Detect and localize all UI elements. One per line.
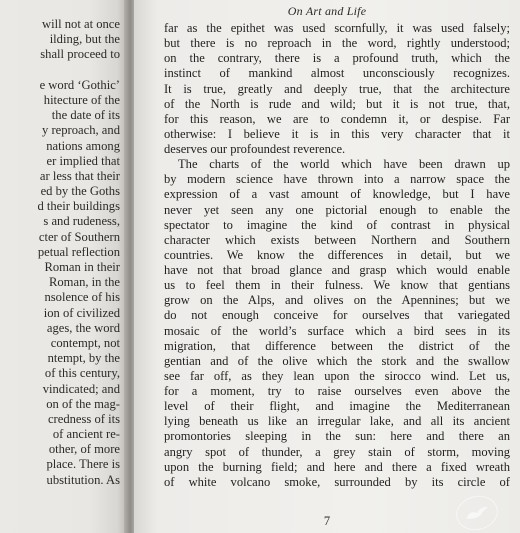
text-line: of this century, <box>44 366 120 381</box>
text-line: otherwise: I believe it is in this very character that it <box>164 126 510 141</box>
text-line: lying beneath us like an irregular lake, and all its ancient <box>164 414 510 429</box>
text-line: angry spot of thunder, a grey stain of storm, moving <box>164 444 510 459</box>
text-line: by modern science have thrown into a narrow space the <box>164 172 510 187</box>
text-line: upon the burning field; and here and there a fixed wreath <box>164 459 510 474</box>
text-line: have not that broad glance and grasp which would enable <box>164 263 510 277</box>
text-line: ages, the word <box>46 320 120 335</box>
right-page-text <box>164 21 510 490</box>
text-line: It is true, greatly and deeply true, that the architecture <box>164 81 510 96</box>
text-line: gentian and of the olive which the stork and the swallow <box>164 353 510 368</box>
text-line: the date of its <box>51 108 120 123</box>
text-line: contempt, not <box>50 335 120 350</box>
text-line: but there is no reproach in the word, rightly understood; <box>164 36 510 51</box>
text-line: far as the epithet was used scornfully, it was used falsely; <box>164 21 510 35</box>
text-line: petual reflection <box>37 244 120 259</box>
text-line <box>0 63 120 78</box>
text-line: nations among <box>46 138 120 153</box>
paragraph-2 <box>164 157 510 490</box>
text-line: other, of more <box>48 442 120 457</box>
text-line: ilding, but the <box>49 32 120 47</box>
text-line: place. There is <box>46 457 120 472</box>
text-line: character which exists between Northern and Southern <box>164 232 510 247</box>
right-page <box>134 0 520 533</box>
text-line: expression of a vast amount of knowledge, but I have <box>164 187 510 202</box>
text-line: vindicated; and <box>42 381 120 396</box>
paragraph-1 <box>164 21 510 157</box>
text-line: see far off, as they lean upon the sirocco wind. Let us, <box>164 368 510 383</box>
running-header: On Art and Life <box>287 4 367 18</box>
text-line: will not at once <box>42 17 120 31</box>
text-line: er implied that <box>46 153 120 168</box>
text-line: never yet seen any one pictorial enough to enable the <box>164 202 510 217</box>
text-line: of the North is rude and wild; but it is not true, that, <box>164 96 510 111</box>
text-line: credness of its <box>47 411 120 426</box>
text-line: migration, that difference between the district of the <box>164 338 510 353</box>
text-line: spectator to imagine the kind of contrast in physical <box>164 217 510 232</box>
text-line: d their buildings <box>37 199 120 214</box>
text-line: grow on the Alps, and olives on the Apennines; but we <box>164 293 510 308</box>
left-page <box>0 0 128 533</box>
text-line: ed by the Goths <box>40 184 120 199</box>
text-line: hitecture of the <box>43 92 120 107</box>
text-line: ar less that their <box>39 168 120 183</box>
text-line: e word ‘Gothic’ <box>39 77 120 92</box>
text-line: on of the mag- <box>46 396 120 411</box>
text-line: ion of civilized <box>43 305 120 320</box>
text-line: Roman, in the <box>48 275 120 290</box>
page-number: 7 <box>323 514 331 528</box>
text-line: nsolence of his <box>44 290 120 305</box>
text-line: Roman in their <box>44 260 120 274</box>
text-line: of white volcano smoke, surrounded by its circle of <box>164 474 510 489</box>
left-page-text <box>0 17 120 488</box>
text-line: countries. We know the differences in detail, but we <box>164 247 510 262</box>
text-line: mosaic of the world’s surface which a bird sees in its <box>164 323 510 338</box>
text-line: The charts of the world which have been drawn up <box>178 157 510 172</box>
text-line: promontories sleeping in the sun: here and there an <box>164 429 510 444</box>
text-line: ubstitution. As <box>46 472 120 487</box>
text-line: on the contrary, there is a profound truth, which the <box>164 51 510 66</box>
text-line: ntempt, by the <box>47 351 120 366</box>
bird-icon <box>460 501 493 526</box>
text-line: do not enough conceive for ourselves that variegated <box>164 308 510 323</box>
text-line: y reproach, and <box>42 123 120 138</box>
text-line: s and rudeness, <box>43 214 120 229</box>
text-line: cter of Southern <box>38 229 120 244</box>
text-line: us to feel them in their fulness. We know that gentians <box>164 278 510 293</box>
text-line: deserves our profoundest reverence. <box>164 142 346 156</box>
text-line: for this reason, we are to condemn it, or despise. Far <box>164 111 510 126</box>
text-line: level of their flight, and imagine the Mediterranean <box>164 399 510 414</box>
text-line: for a moment, try to raise ourselves even above the <box>164 384 510 398</box>
text-line: instinct of mankind almost unconsciously recognizes. <box>164 66 510 81</box>
text-line: of ancient re- <box>52 427 120 442</box>
text-line: shall proceed to <box>40 47 120 62</box>
